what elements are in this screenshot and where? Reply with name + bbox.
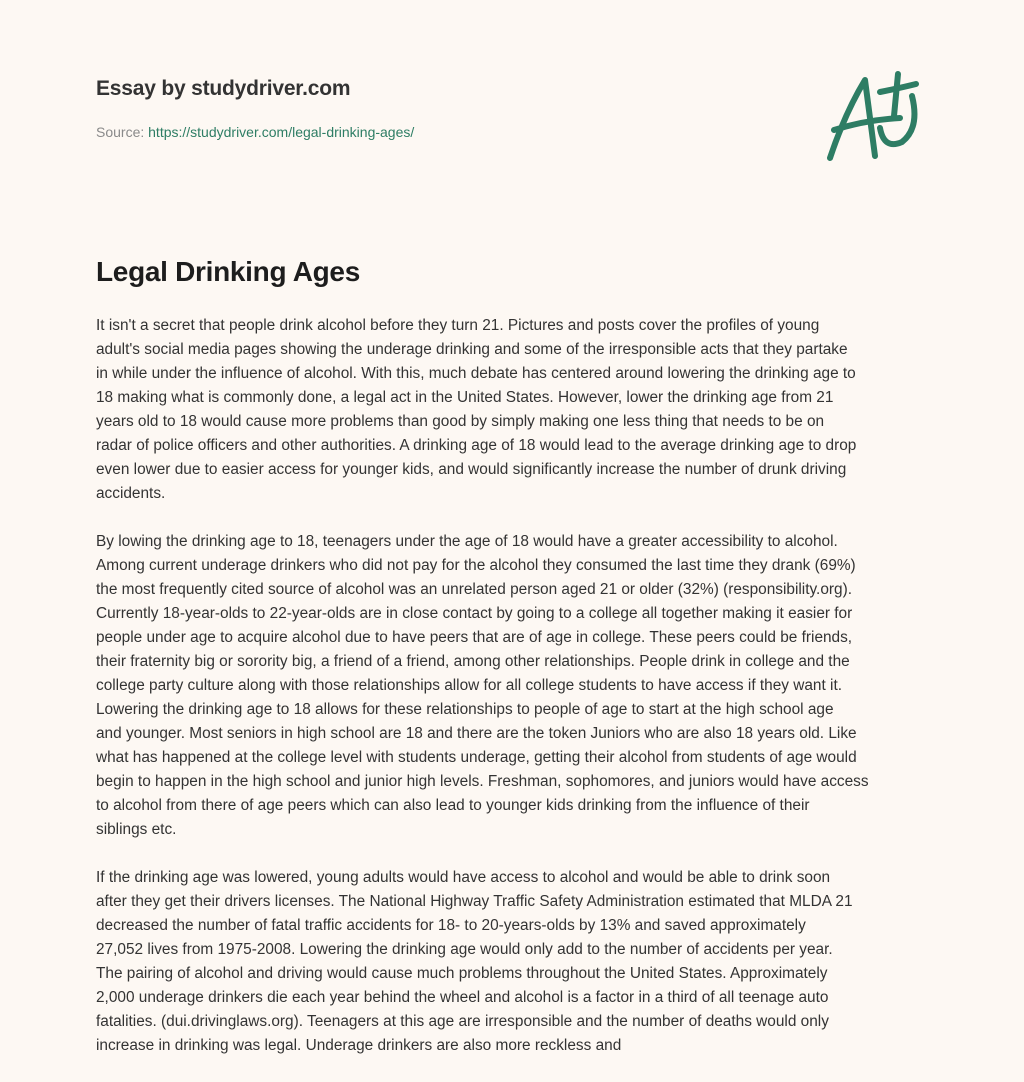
paragraph-line: It isn't a secret that people drink alcohol before they turn 21. Pictures and posts cover the profiles of young: [96, 317, 820, 334]
paragraph-line: If the drinking age was lowered, young adults would have access to alcohol and would be able to drink soon: [96, 869, 831, 886]
paragraph-line: siblings etc.: [96, 821, 177, 838]
paragraph-line: fatalities. (dui.drivinglaws.org). Teenagers at this age are irresponsible and the number of deaths would only: [96, 1013, 829, 1030]
paragraph-line: in while under the influence of alcohol. With this, much debate has centered around lowering the drinking age to: [96, 365, 856, 382]
paragraph-line: 18 making what is commonly done, a legal act in the United States. However, lower the drinking age from 21: [96, 389, 834, 406]
paragraph-line: to alcohol from there of age peers which can also lead to younger kids drinking from the influence of their: [96, 797, 810, 814]
paragraph-line: decreased the number of fatal traffic accidents for 18- to 20-years-olds by 13% and saved approximately: [96, 917, 806, 934]
essay-title: Legal Drinking Ages: [96, 256, 360, 287]
paragraph-line: 2,000 underage drinkers die each year behind the wheel and alcohol is a factor in a third of all teenage auto: [96, 989, 829, 1006]
paragraph-line: college party culture along with those relationships allow for all college students to have access if they want it.: [96, 677, 842, 694]
paragraph: [96, 314, 946, 506]
paragraph-line: after they get their drivers licenses. The National Highway Traffic Safety Administration estimated that MLDA 21: [96, 893, 853, 910]
paragraph-line: even lower due to easier access for younger kids, and would significantly increase the number of drunk driving: [96, 461, 847, 478]
paragraph-line: Currently 18-year-olds to 22-year-olds are in close contact by going to a college all together making it easier for: [96, 605, 853, 622]
paragraph-line: radar of police officers and other authorities. A drinking age of 18 would lead to the average drinking age to drop: [96, 437, 857, 454]
paragraph-line: increase in drinking was legal. Underage drinkers are also more reckless and: [96, 1037, 622, 1054]
site-brand: Essay by studydriver.com: [96, 77, 351, 100]
paragraph-line: begin to happen in the high school and junior high levels. Freshman, sophomores, and juniors would have access: [96, 773, 869, 790]
paragraph: [96, 530, 946, 842]
paragraph-line: Among current underage drinkers who did not pay for the alcohol they consumed the last time they drank (69%): [96, 557, 856, 574]
paragraph: [96, 866, 946, 1058]
paragraph-line: The pairing of alcohol and driving would cause much problems throughout the United States. Approximately: [96, 965, 828, 982]
a-plus-logo-icon: [820, 68, 930, 164]
source-link[interactable]: https://studydriver.com/legal-drinking-ages/: [148, 124, 415, 140]
source-line: [96, 124, 414, 140]
paragraph-line: By lowing the drinking age to 18, teenagers under the age of 18 would have a greater accessibility to alcohol.: [96, 533, 838, 550]
essay-body: [96, 314, 946, 1082]
paragraph-line: accidents.: [96, 485, 166, 502]
paragraph-line: what has happened at the college level with students underage, getting their alcohol from students of age would: [96, 749, 857, 766]
paragraph-line: adult's social media pages showing the underage drinking and some of the irresponsible acts that they partake: [96, 341, 848, 358]
paragraph-line: people under age to acquire alcohol due to have peers that are of age in college. These peers could be friends,: [96, 629, 853, 646]
paragraph-line: 27,052 lives from 1975-2008. Lowering the drinking age would only add to the number of accidents per year.: [96, 941, 833, 958]
paragraph-line: and younger. Most seniors in high school are 18 and there are the token Juniors who are also 18 years old. Like: [96, 725, 857, 742]
paragraph-line: Lowering the drinking age to 18 allows for these relationships to people of age to start at the high school age: [96, 701, 834, 718]
source-label: Source:: [96, 124, 145, 140]
paragraph-line: their fraternity big or sorority big, a friend of a friend, among other relationships. People drink in college and the: [96, 653, 850, 670]
paragraph-line: the most frequently cited source of alcohol was an unrelated person aged 21 or older (32%) (responsibility.org).: [96, 581, 852, 598]
paragraph-line: years old to 18 would cause more problems than good by simply making one less thing that needs to be on: [96, 413, 825, 430]
